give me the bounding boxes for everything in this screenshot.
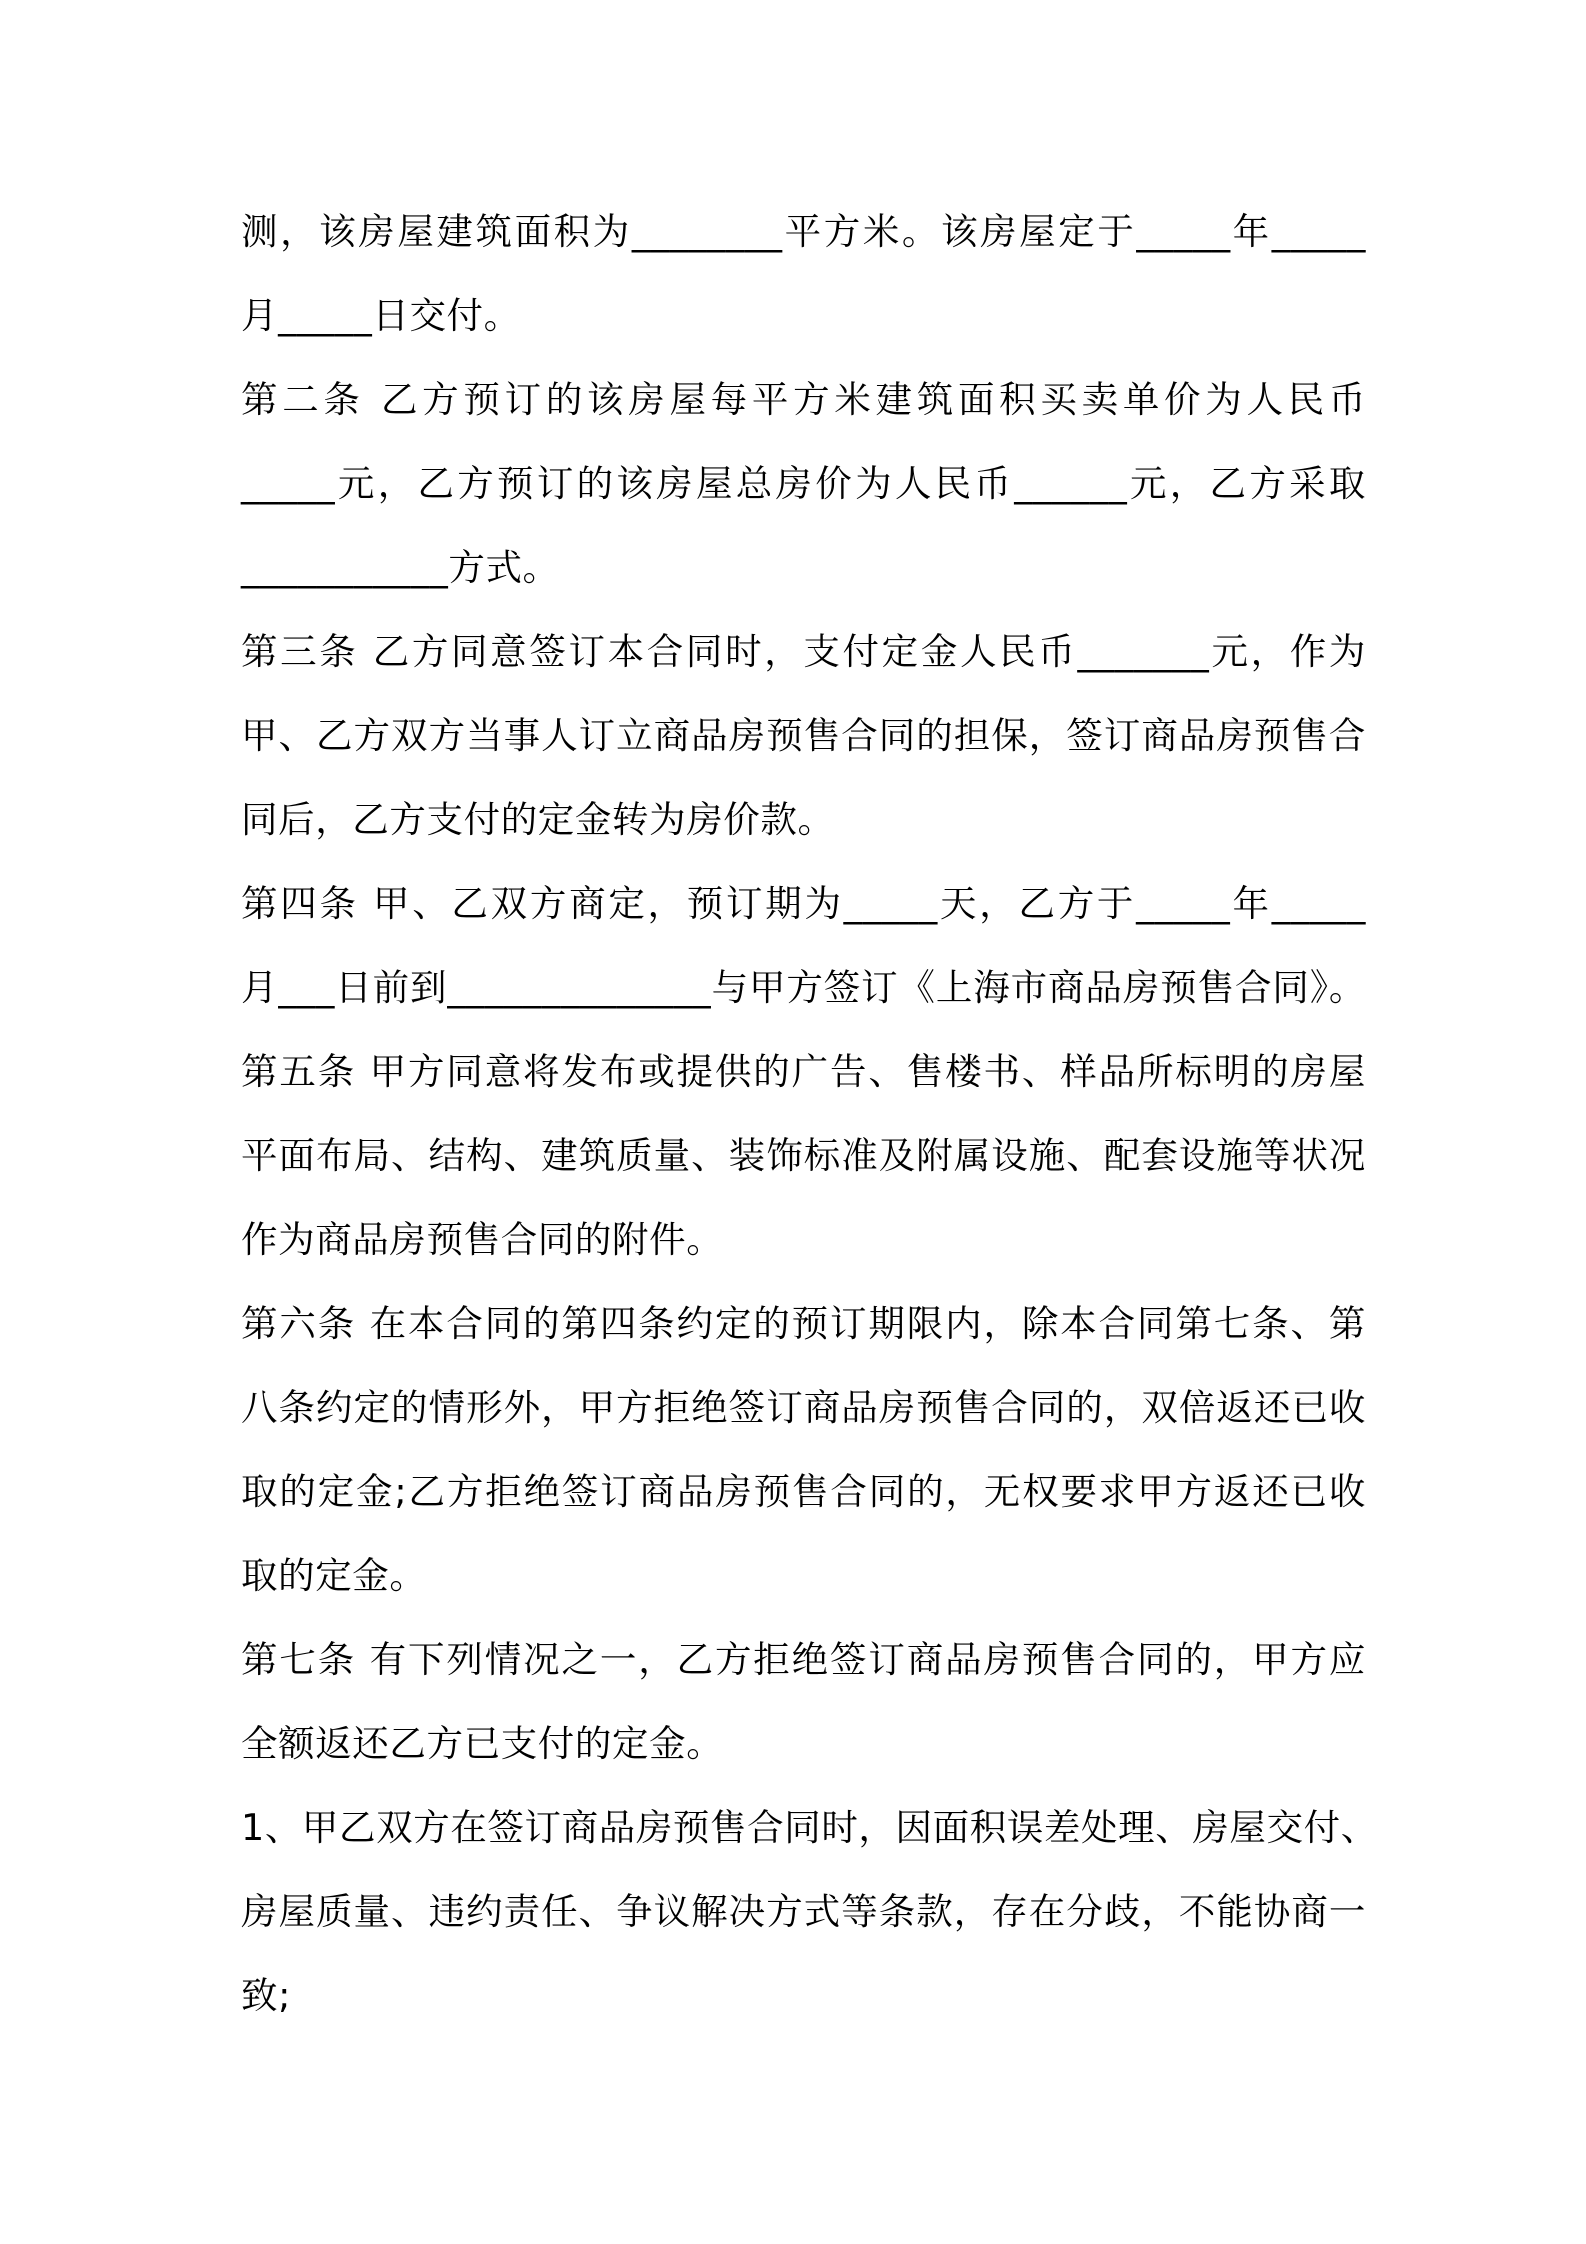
text-line: 作为商品房预售合同的附件。 bbox=[241, 1218, 724, 1261]
text-line: 取的定金。 bbox=[241, 1554, 427, 1597]
text-line: 平面布局、结构、建筑质量、装饰标准及附属设施、配套设施等状况 bbox=[241, 1134, 1366, 1177]
article-4-line: 第四条 甲、乙双方商定，预订期为_____天，乙方于_____年_____ bbox=[241, 882, 1366, 925]
text-line: 测，该房屋建筑面积为________平方米。该房屋定于_____年_____ bbox=[241, 210, 1366, 253]
text-line: 全额返还乙方已支付的定金。 bbox=[241, 1722, 724, 1765]
article-3-line: 第三条 乙方同意签订本合同时，支付定金人民币_______元，作为 bbox=[241, 630, 1366, 673]
text-line: 甲、乙方双方当事人订立商品房预售合同的担保，签订商品房预售合 bbox=[241, 714, 1366, 757]
clause-1-line: 1、甲乙双方在签订商品房预售合同时，因面积误差处理、房屋交付、 bbox=[241, 1806, 1378, 1849]
text-line: _____元，乙方预订的该房屋总房价为人民币______元，乙方采取 bbox=[241, 462, 1366, 505]
text-line: ___________方式。 bbox=[241, 546, 560, 589]
text-line: 同后，乙方支付的定金转为房价款。 bbox=[241, 798, 835, 841]
text-line: 房屋质量、违约责任、争议解决方式等条款，存在分歧，不能协商一 bbox=[241, 1890, 1366, 1933]
text-line: 八条约定的情形外，甲方拒绝签订商品房预售合同的，双倍返还已收 bbox=[241, 1386, 1366, 1429]
article-5-line: 第五条 甲方同意将发布或提供的广告、售楼书、样品所标明的房屋 bbox=[241, 1050, 1366, 1093]
contract-text bbox=[241, 190, 1378, 2038]
text-line: 致; bbox=[241, 1974, 291, 2017]
text-line: 取的定金;乙方拒绝签订商品房预售合同的，无权要求甲方返还已收 bbox=[241, 1470, 1366, 1513]
text-line: 月___日前到______________与甲方签订《上海市商品房预售合同》。 bbox=[241, 966, 1366, 1009]
article-2-line: 第二条 乙方预订的该房屋每平方米建筑面积买卖单价为人民币 bbox=[241, 378, 1366, 421]
article-6-line: 第六条 在本合同的第四条约定的预订期限内，除本合同第七条、第 bbox=[241, 1302, 1366, 1345]
text-line: 月_____日交付。 bbox=[241, 294, 521, 337]
article-7-line: 第七条 有下列情况之一，乙方拒绝签订商品房预售合同的，甲方应 bbox=[241, 1638, 1366, 1681]
